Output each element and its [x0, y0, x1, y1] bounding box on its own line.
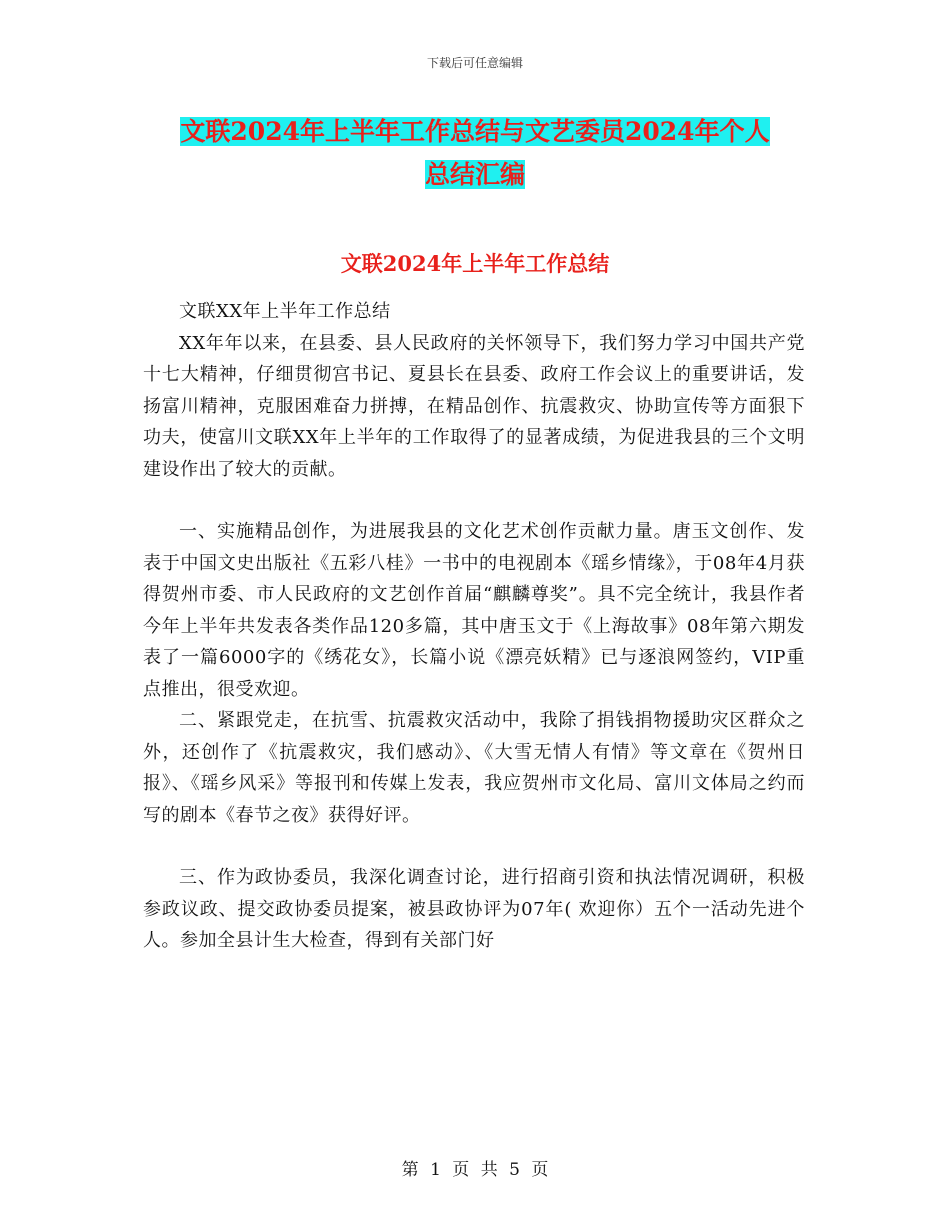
document-title-line-1: 文联2024年上半年工作总结与文艺委员2024年个人 [180, 117, 770, 146]
paragraph-intro: XX年年以来，在县委、县人民政府的关怀领导下，我们努力学习中国共产党十七大精神，仔细贯彻宫书记、夏县长在县委、政府工作会议上的重要讲话，发扬富川精神，克服困难奋力拼搏，在精品创作、抗震救灾、协助宣传等方面狠下功夫，使富川文联XX年上半年的工作取得了的显著成绩，为促进我县的三个文明建设作出了较大的贡献。 [143, 332, 805, 480]
document-title-line-2: 总结汇编 [424, 160, 525, 189]
paragraph-item-1: 一、实施精品创作，为进展我县的文化艺术创作贡献力量。唐玉文创作、发表于中国文史出版社《五彩八桂》一书中的电视剧本《瑶乡情缘》，于08年4月获得贺州市委、市人民政府的文艺创作首届“麒麟尊奖”。具不完全统计，我县作者今年上半年共发表各类作品120多篇，其中唐玉文于《上海故事》08年第六期发表了一篇6000字的《绣花女》，长篇小说《漂亮妖精》已与逐浪网签约，VIP重点推出，很受欢迎。 [143, 521, 805, 700]
section-title: 文联2024年上半年工作总结 [340, 251, 610, 276]
document-body [143, 296, 805, 957]
page-number-footer: 第 1 页 共 5 页 [401, 1160, 549, 1180]
paragraph-item-2: 二、紧跟党走，在抗雪、抗震救灾活动中，我除了捐钱捐物援助灾区群众之外，还创作了《抗震救灾，我们感动》、《大雪无情人有情》等文章在《贺州日报》、《瑶乡风采》等报刊和传媒上发表，我应贺州市文化局、富川文体局之约而写的剧本《春节之夜》获得好评。 [143, 710, 805, 826]
document-title [0, 110, 950, 196]
page-header-note: 下载后可任意编辑 [426, 56, 523, 70]
paragraph-item-3: 三、作为政协委员，我深化调查讨论，进行招商引资和执法情况调研，积极参政议政、提交政协委员提案，被县政协评为07年( 欢迎你）五个一活动先进个人。参加全县计生大检查，得到有关部门好 [143, 867, 805, 951]
paragraph-subtitle: 文联XX年上半年工作总结 [179, 301, 391, 322]
